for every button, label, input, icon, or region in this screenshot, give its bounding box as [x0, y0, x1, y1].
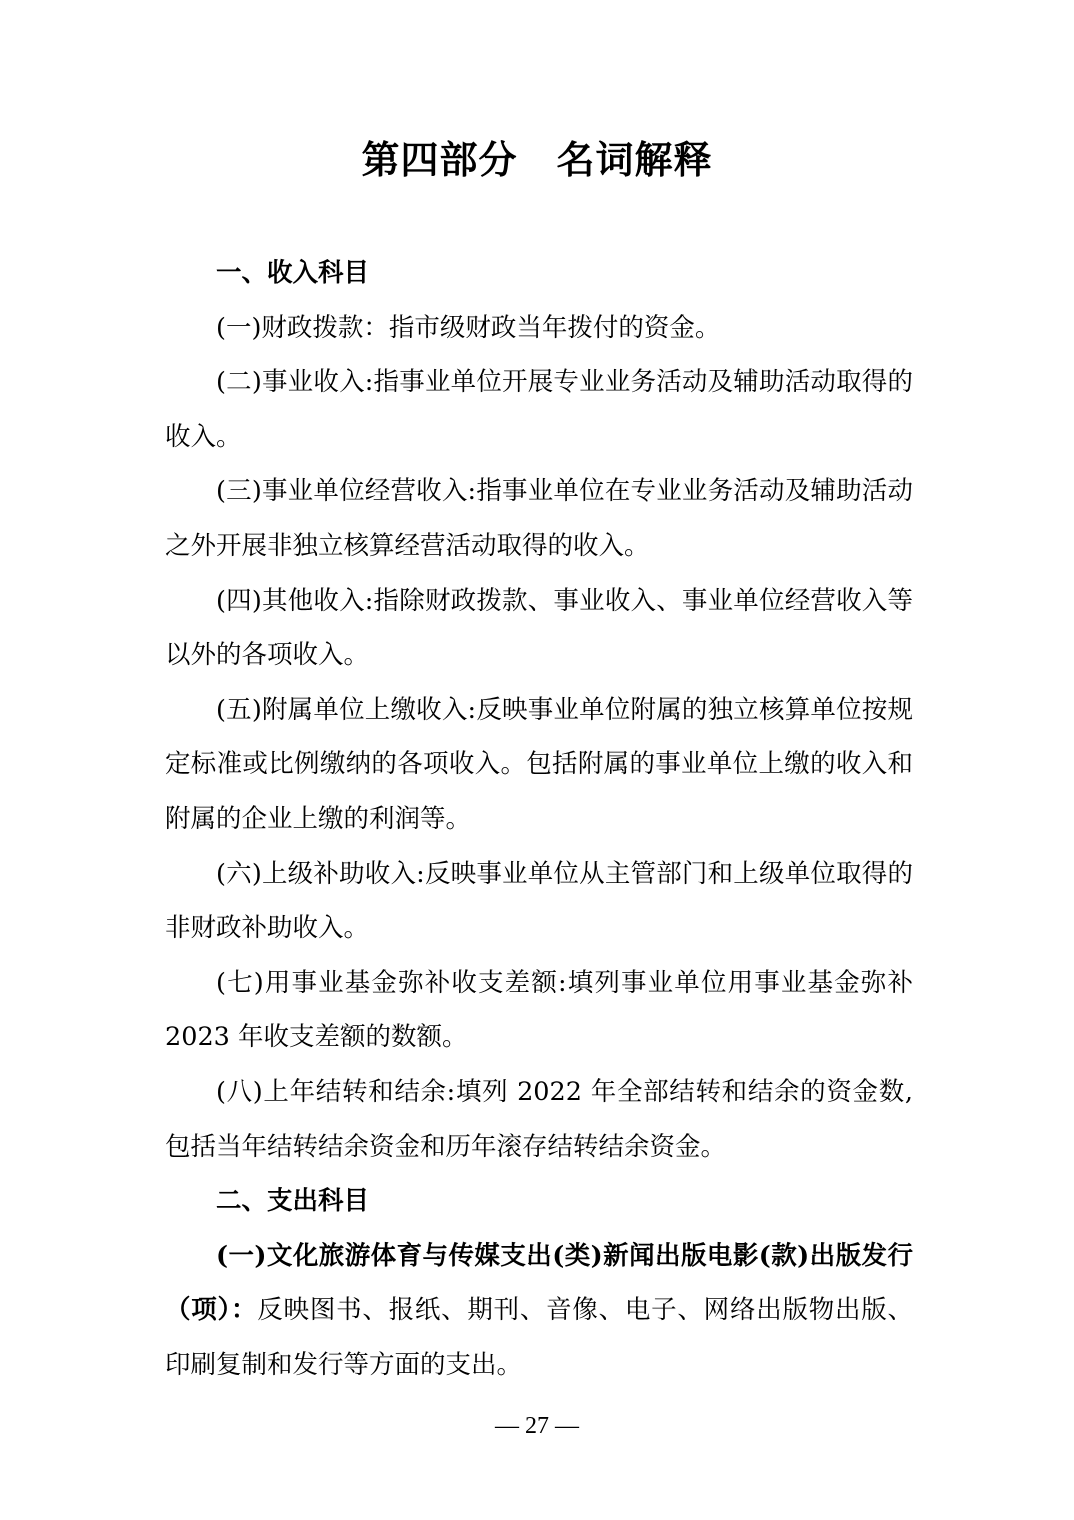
income-item-8: (八)上年结转和结余:填列 2022 年全部结转和结余的资金数,包括当年结转结余资金和历年滚存结转结余资金。: [165, 1076, 913, 1162]
expense-item-1: [165, 1229, 913, 1393]
income-item-2: (二)事业收入:指事业单位开展专业业务活动及辅助活动取得的收入。: [165, 367, 913, 452]
expense-item-1-text: 反映图书、报纸、期刊、音像、电子、网络出版物出版、印刷复制和发行等方面的支出。: [165, 1295, 913, 1380]
expense-item-1-lead: (一)文化旅游体育与传媒支出(类)新闻出版电影(款)出版发行（项）：: [165, 1240, 913, 1326]
income-item-4: (四)其他收入:指除财政拨款、事业收入、事业单位经营收入等以外的各项收入。: [165, 585, 913, 671]
income-item-7: (七)用事业基金弥补收支差额:填列事业单位用事业基金弥补 2023 年收支差额的数额。: [165, 967, 913, 1053]
section-heading-income: 一、收入科目: [216, 258, 370, 288]
income-item-5: (五)附属单位上缴收入:反映事业单位附属的独立核算单位按规定标准或比例缴纳的各项收入。包括附属的事业单位上缴的收入和附属的企业上缴的利润等。: [165, 694, 913, 834]
page-title: 第四部分 名词解释: [361, 137, 713, 182]
income-item-1: (一)财政拨款：指市级财政当年拨付的资金。: [216, 312, 721, 343]
income-item-6: (六)上级补助收入:反映事业单位从主管部门和上级单位取得的非财政补助收入。: [165, 858, 913, 944]
page-number: — 27 —: [495, 1413, 579, 1439]
income-item-3: (三)事业单位经营收入:指事业单位在专业业务活动及辅助活动之外开展非独立核算经营活动取得的收入。: [165, 476, 913, 561]
section-heading-expense: 二、支出科目: [216, 1186, 370, 1217]
document-body: [165, 246, 913, 1392]
